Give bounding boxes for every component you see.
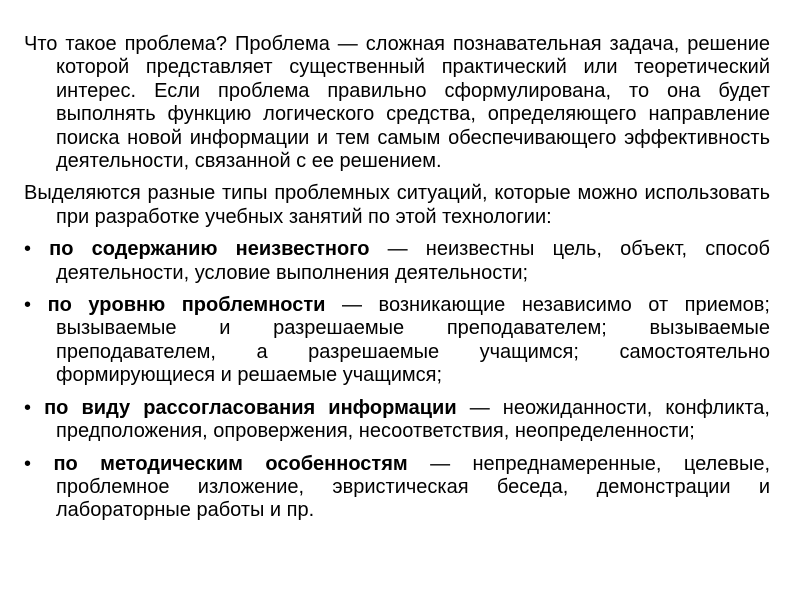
bullet-heading: по содержанию неизвестного	[49, 238, 370, 261]
intro-paragraph	[24, 33, 770, 173]
paragraph-text: Что такое проблема? Проблема — сложная познавательная задача, решение которой представляет существенный практический или теоретический интерес. Если проблема правильно сформулирована, то она будет выполнять функцию логического средства, определяющего направление поиска новой информации и тем самым обеспечивающего эффективность деятельности, связанной с ее решением.	[24, 33, 770, 173]
bullet-text: — неожиданности, конфликта, предположения, опровержения, несоответствия, неопределенности;	[56, 396, 770, 443]
bullet-text: — возникающие независимо от приемов; вызываемые и разрешаемые преподавателем; вызываемые преподавателем, а разрешаемые учащимся; самостоятельно формирующиеся и решаемые учащимся;	[56, 294, 770, 387]
bullet-item-content-unknown	[24, 238, 770, 285]
bullet-marker: •	[24, 452, 54, 475]
bullet-heading: по уровню проблемности	[47, 294, 326, 317]
bullet-marker: •	[24, 294, 48, 317]
bullet-item-mismatch-type	[24, 397, 770, 444]
bullet-item-methodical	[24, 453, 770, 523]
bullet-text: — неизвестны цель, объект, способ деятельности, условие выполнения деятельности;	[56, 238, 771, 284]
paragraph-text: Выделяются разные типы проблемных ситуаций, которые можно использовать при разработке учебных занятий по этой технологии:	[24, 182, 770, 228]
bullet-marker: •	[24, 396, 45, 419]
bullet-text: — непреднамеренные, целевые, проблемное изложение, эвристическая беседа, демонстрации и лабораторные работы и пр.	[56, 452, 771, 522]
bullet-item-problem-level	[24, 294, 770, 388]
slide-body	[24, 33, 770, 532]
bullet-heading: по методическим особенностям	[53, 452, 408, 475]
types-intro-paragraph	[24, 182, 770, 229]
bullet-heading: по виду рассогласования информации	[44, 396, 457, 419]
bullet-marker: •	[24, 238, 50, 261]
